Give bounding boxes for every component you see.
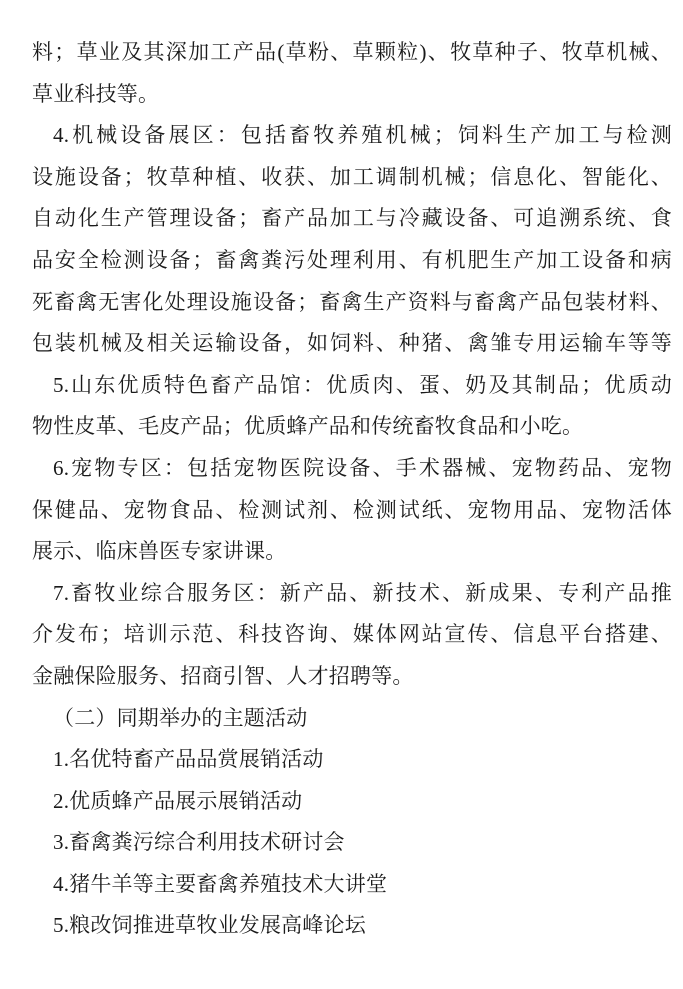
text-line: 2.优质蜂产品展示展销活动 (53, 788, 303, 813)
text-line: 保健品、宠物食品、检测试剂、检测试纸、宠物用品、宠物活体 (32, 497, 672, 522)
text-line: 包装机械及相关运输设备，如饲料、种猪、禽雏专用运输车等等 (32, 331, 672, 356)
text-line: 7.畜牧业综合服务区：新产品、新技术、新成果、专利产品推 (53, 580, 672, 605)
text-line: 设施设备；牧草种植、收获、加工调制机械；信息化、智能化、 (32, 164, 672, 189)
text-line: 草业科技等。 (32, 81, 160, 106)
text-line: 5.山东优质特色畜产品馆：优质肉、蛋、奶及其制品；优质动 (53, 372, 672, 397)
text-line: 金融保险服务、招商引智、人才招聘等。 (32, 663, 414, 688)
text-line: 介发布；培训示范、科技咨询、媒体网站宣传、信息平台搭建、 (32, 622, 672, 647)
text-line: 自动化生产管理设备；畜产品加工与冷藏设备、可追溯系统、食 (32, 206, 672, 231)
text-line: 5.粮改饲推进草牧业发展高峰论坛 (53, 913, 366, 938)
text-line: 1.名优特畜产品品赏展销活动 (53, 747, 324, 772)
text-line: 6.宠物专区：包括宠物医院设备、手术器械、宠物药品、宠物 (53, 455, 672, 480)
document-body (32, 32, 672, 947)
text-line: 4.猪牛羊等主要畜禽养殖技术大讲堂 (53, 871, 388, 896)
text-line: 死畜禽无害化处理设施设备；畜禽生产资料与畜禽产品包装材料、 (32, 289, 672, 314)
text-line: 展示、临床兽医专家讲课。 (32, 539, 287, 564)
text-line: （二）同期举办的主题活动 (53, 705, 308, 730)
text-line: 物性皮革、毛皮产品；优质蜂产品和传统畜牧食品和小吃。 (32, 414, 584, 439)
text-line: 料；草业及其深加工产品(草粉、草颗粒)、牧草种子、牧草机械、 (32, 40, 672, 64)
text-line: 品安全检测设备；畜禽粪污处理利用、有机肥生产加工设备和病 (32, 247, 672, 272)
text-line: 3.畜禽粪污综合利用技术研讨会 (53, 830, 345, 855)
text-line: 4.机械设备展区：包括畜牧养殖机械；饲料生产加工与检测 (53, 123, 672, 148)
